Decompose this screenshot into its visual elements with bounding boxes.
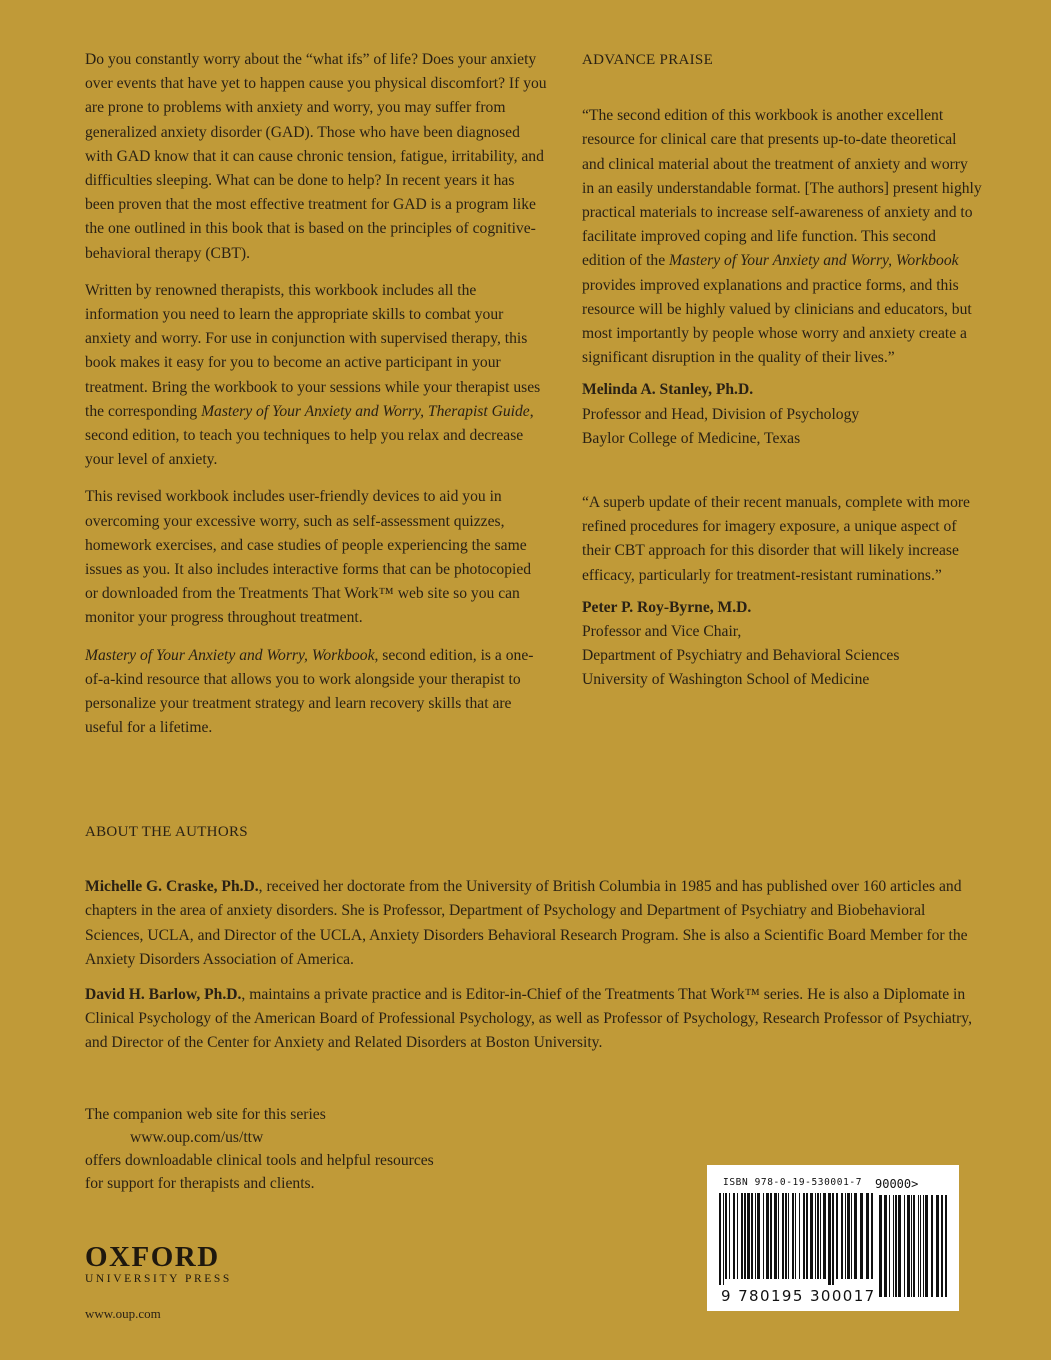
praise-quote-1-end: provides improved explanations and practice forms, and this resource will be highly valued by clinicians and educators, but most importantly by people whose worry and anxiety create a significant disruption in the quality of their lives.” — [582, 276, 972, 367]
publisher-subtitle: UNIVERSITY PRESS — [85, 1273, 232, 1285]
companion-line-1: The companion web site for this series — [85, 1106, 326, 1123]
praise-quote-1 — [582, 104, 982, 370]
barcode-bar — [904, 1195, 905, 1297]
description-paragraph-4-text: , second edition, is a one-of-a-kind resource that allows you to work alongside your therapist to personalize your treatment strategy and learn recovery skills that are useful for a lifetime. — [85, 646, 534, 737]
barcode-bar — [815, 1193, 816, 1279]
description-paragraph-2 — [85, 279, 547, 473]
description-paragraph-2-end: , second edition, to teach you techniques to help you relax and decrease your level of anxiety. — [85, 402, 534, 469]
barcode-bar — [854, 1193, 857, 1279]
barcode-bar — [719, 1193, 721, 1285]
description-paragraph-1: Do you constantly worry about the “what ifs” of life? Does your anxiety over events that have yet to happen cause you physical discomfort? If you are prone to problems with anxiety and worry, you may suffer from generalized anxiety disorder (GAD). Those who have been diagnosed with GAD know that it can cause chronic tension, fatigue, irritability, and difficulties sleeping. What can be done to help? In recent years it has been proven that the most effective treatment for GAD is a program like the one outlined in this book that is based on the principles of cognitive-behavioral therapy (CBT). — [85, 51, 547, 262]
praise-quote-2: “A superb update of their recent manuals, complete with more refined procedures for imagery exposure, a unique aspect of their CBT approach for this disorder that will likely increase efficacy, particularly for treatment-resistant ruminations.” — [582, 494, 970, 584]
barcode-bar — [851, 1193, 852, 1279]
barcode-bar — [879, 1195, 882, 1297]
barcode-number: 9 780195 300017 — [721, 1287, 876, 1305]
isbn-label: ISBN 978-0-19-530001-7 — [723, 1177, 863, 1188]
praise-author-2-title: Professor and Vice Chair, — [582, 623, 742, 641]
barcode-bars — [719, 1193, 874, 1285]
praise-quote-1-title: Mastery of Your Anxiety and Worry, Workbook — [669, 252, 959, 270]
praise-quote-1-text: “The second edition of this workbook is another excellent resource for clinical care that presents up-to-date theoretical and clinical material about the treatment of anxiety and worry in an easily understandable format. [The authors] present highly practical materials to increase self-awareness of anxiety and to facilitate improved coping and life function. This second edition of the — [582, 107, 982, 270]
barcode-bar — [766, 1193, 769, 1279]
barcode-bar — [820, 1193, 821, 1279]
barcode-bar — [778, 1193, 779, 1279]
barcode-bar — [755, 1193, 756, 1279]
barcode-bar — [941, 1195, 943, 1297]
barcode-bar — [920, 1195, 921, 1297]
barcode-bar — [817, 1193, 819, 1279]
about-authors-heading: ABOUT THE AUTHORS — [85, 824, 248, 840]
barcode-bar — [907, 1195, 910, 1297]
therapist-guide-title: Mastery of Your Anxiety and Worry, Therapist Guide — [201, 402, 530, 420]
barcode-bar — [911, 1195, 912, 1297]
barcode-bar — [774, 1193, 777, 1279]
barcode-bar — [866, 1193, 869, 1279]
barcode-bar — [889, 1195, 890, 1297]
author-1-bio: , received her doctorate from the University of British Columbia in 1985 and has published over 160 articles and chapters in the area of anxiety disorders. She is Professor, Department of Psychology and Department of Psychiatry and Biobehavioral Sciences, UCLA, and Director of the UCLA, Anxiety Disorders Behavioral Research Program. She is also a Scientific Board Member for the Anxiety Disorders Association of America. — [85, 878, 968, 968]
barcode-bar — [884, 1195, 887, 1297]
advance-praise — [582, 48, 982, 693]
barcode-bar — [823, 1193, 826, 1279]
barcode-bar — [845, 1193, 846, 1279]
barcode-bar — [871, 1193, 873, 1279]
advance-praise-heading: ADVANCE PRAISE — [582, 52, 714, 68]
praise-author-2-institution: University of Washington School of Medicine — [582, 671, 870, 689]
barcode-bar — [770, 1193, 772, 1279]
barcode-bar — [936, 1195, 939, 1297]
companion-website-note — [85, 1103, 505, 1195]
barcode-bar — [918, 1195, 919, 1297]
barcode-bar — [945, 1195, 947, 1297]
barcode-bar — [725, 1193, 727, 1279]
author-2-bio: , maintains a private practice and is Editor-in-Chief of the Treatments That Work™ series. He is also a Diplomate in Clinical Psychology of the American Board of Professional Psychology, as well as Professor of Psychology, Research Professor of Psychiatry, and Director of the Center for Anxiety and Related Disorders at Boston University. — [85, 986, 972, 1052]
praise-author-1-institution: Baylor College of Medicine, Texas — [582, 429, 801, 447]
workbook-title: Mastery of Your Anxiety and Worry, Workbook — [85, 646, 375, 664]
barcode-bar — [832, 1193, 834, 1285]
isbn-barcode — [707, 1165, 959, 1311]
barcode-bar — [744, 1193, 746, 1279]
barcode-bar — [788, 1193, 789, 1279]
barcode-bar — [757, 1193, 760, 1279]
author-bio-2 — [85, 983, 985, 1056]
barcode-bar — [729, 1193, 730, 1279]
barcode-bar — [741, 1193, 743, 1279]
barcode-bar — [828, 1193, 831, 1285]
barcode-bar — [847, 1193, 850, 1279]
barcode-bar — [792, 1193, 794, 1279]
companion-line-3: offers downloadable clinical tools and helpful resources — [85, 1152, 434, 1169]
barcode-bar — [836, 1193, 838, 1279]
about-the-authors — [85, 820, 985, 1067]
addon-barcode-bars — [879, 1195, 951, 1303]
barcode-bar — [923, 1195, 924, 1297]
description-paragraph-4 — [85, 644, 547, 741]
barcode-bar — [733, 1193, 735, 1279]
barcode-bar — [806, 1193, 808, 1279]
oxford-logo — [85, 1243, 232, 1285]
book-description — [85, 48, 547, 753]
barcode-bar — [763, 1193, 764, 1279]
barcode-bar — [803, 1193, 805, 1279]
author-bio-1 — [85, 875, 985, 972]
barcode-bar — [925, 1195, 928, 1297]
price-code: 90000> — [875, 1177, 919, 1191]
companion-url-link[interactable]: www.oup.com/us/ttw — [130, 1129, 264, 1146]
barcode-bar — [841, 1193, 843, 1279]
barcode-bar — [860, 1193, 863, 1279]
publisher-website-link[interactable]: www.oup.com — [85, 1306, 161, 1321]
praise-author-1-title: Professor and Head, Division of Psychology — [582, 405, 860, 423]
praise-author-2: Peter P. Roy-Byrne, M.D. — [582, 598, 752, 616]
barcode-bar — [898, 1195, 901, 1297]
description-paragraph-3: This revised workbook includes user-friendly devices to aid you in overcoming your excessive worry, such as self-assessment quizzes, homework exercises, and case studies of people experiencing the same issues as you. It also includes interactive forms that can be photocopied or downloaded from the Treatments That Work™ web site so you can monitor your progress throughout treatment. — [85, 488, 532, 627]
barcode-bar — [810, 1193, 813, 1279]
author-2-name: David H. Barlow, Ph.D. — [85, 986, 242, 1004]
barcode-bar — [795, 1193, 796, 1279]
barcode-bar — [799, 1193, 800, 1279]
barcode-bar — [893, 1195, 894, 1297]
author-1-name: Michelle G. Craske, Ph.D. — [85, 878, 259, 896]
praise-author-1: Melinda A. Stanley, Ph.D. — [582, 381, 754, 399]
barcode-bar — [913, 1195, 915, 1297]
barcode-bar — [747, 1193, 750, 1279]
barcode-bar — [737, 1193, 738, 1279]
description-paragraph-2-text: Written by renowned therapists, this workbook includes all the information you need to learn the appropriate skills to combat your anxiety and worry. For use in conjunction with supervised therapy, this book makes it easy for you to become an active participant in your treatment. Bring the workbook to your sessions while your therapist uses the corresponding — [85, 281, 541, 420]
barcode-bar — [782, 1193, 784, 1279]
publisher-name: OXFORD — [85, 1241, 220, 1273]
companion-line-4: for support for therapists and clients. — [85, 1175, 315, 1192]
barcode-bar — [931, 1195, 933, 1297]
barcode-bar — [895, 1195, 897, 1297]
barcode-bar — [751, 1193, 753, 1279]
barcode-bar — [785, 1193, 787, 1279]
praise-author-2-department: Department of Psychiatry and Behavioral Sciences — [582, 647, 900, 665]
barcode-bar — [723, 1193, 724, 1285]
